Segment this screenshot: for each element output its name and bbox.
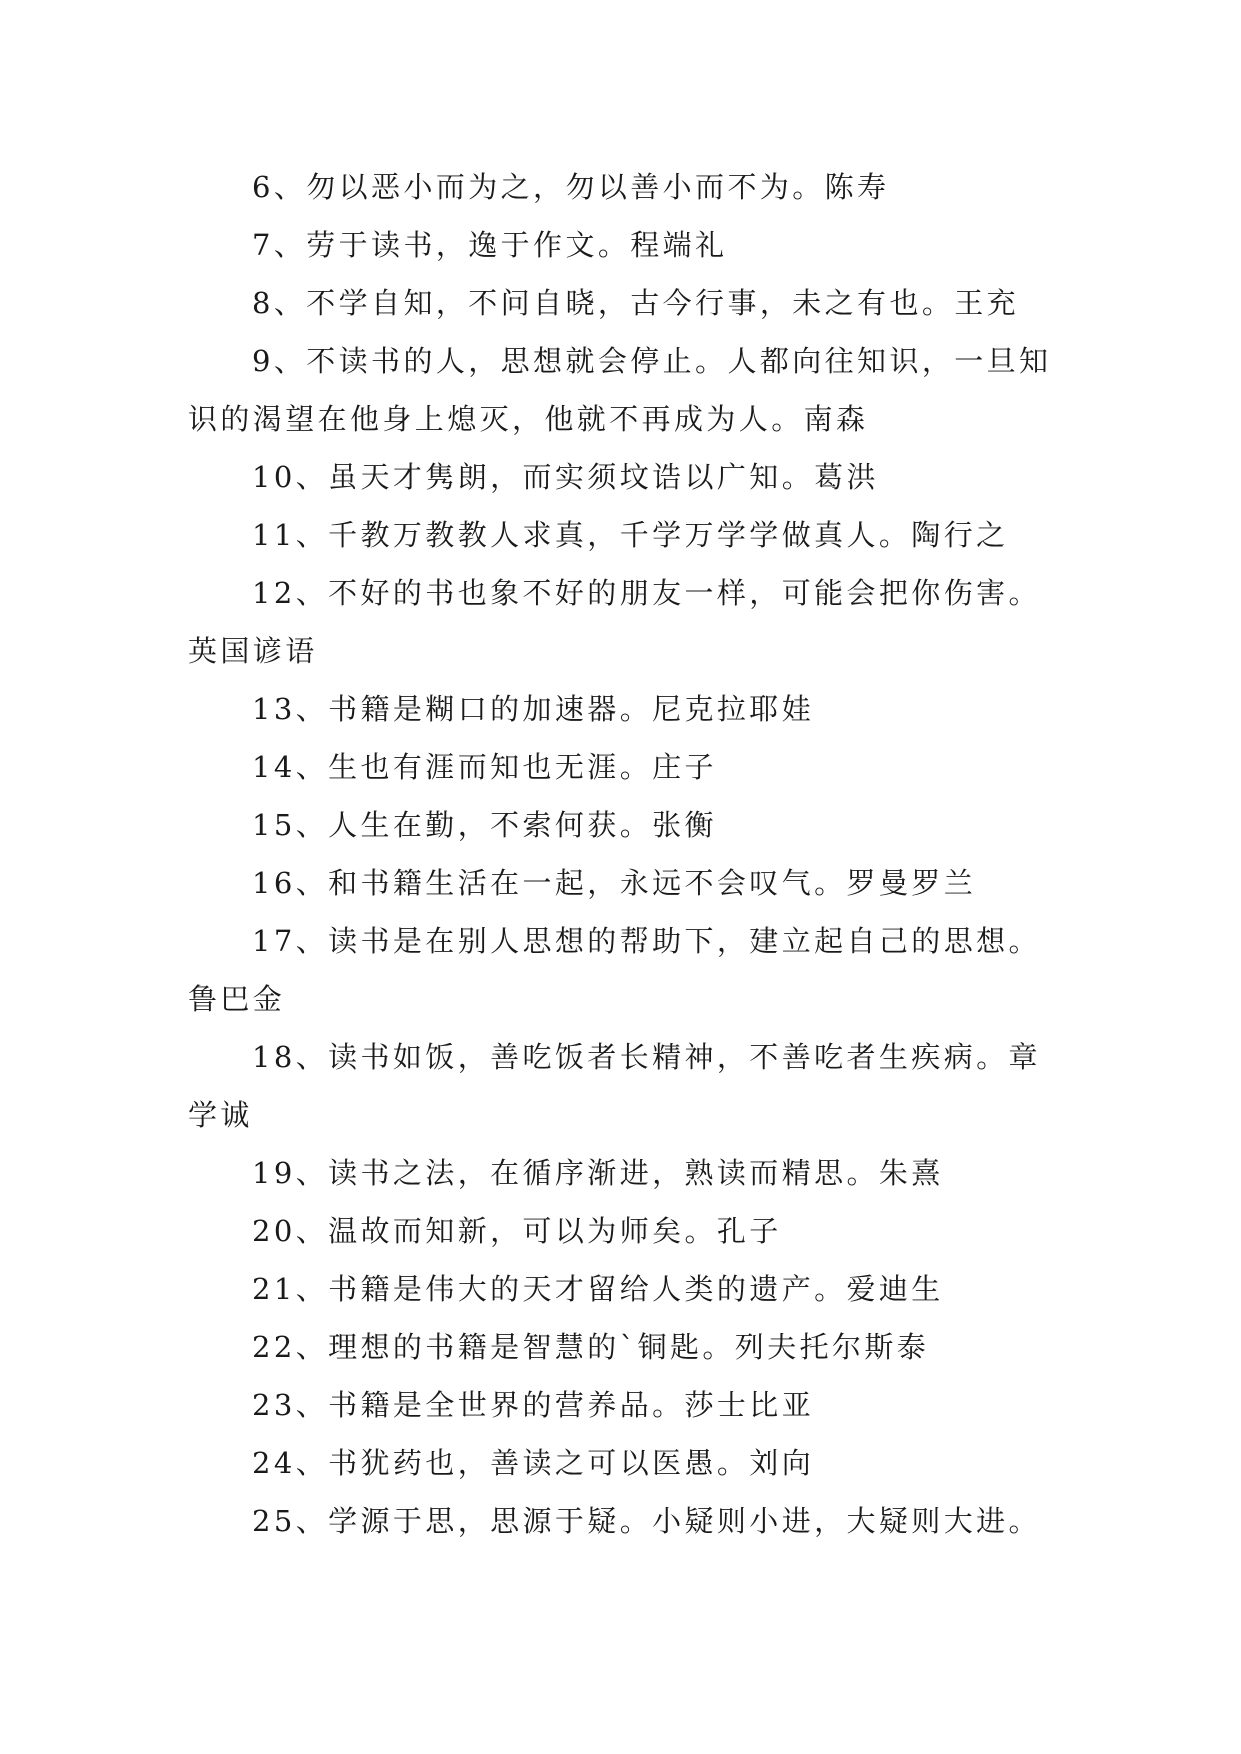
quote-paragraph: 11、千教万教教人求真，千学万学学做真人。陶行之 xyxy=(252,518,1009,552)
quote-paragraph: 6、勿以恶小而为之，勿以善小而不为。陈寿 xyxy=(252,170,890,204)
quote-paragraph: 14、生也有涯而知也无涯。庄子 xyxy=(252,750,717,784)
quote-paragraph: 21、书籍是伟大的天才留给人类的遗产。爱迪生 xyxy=(252,1272,944,1306)
quote-paragraph: 8、不学自知，不问自晓，古今行事，未之有也。王充 xyxy=(252,286,1020,320)
quote-paragraph: 12、不好的书也象不好的朋友一样，可能会把你伤害。英国谚语 xyxy=(188,576,1041,668)
quote-paragraph: 10、虽天才隽朗，而实须坟诰以广知。葛洪 xyxy=(252,460,879,494)
quote-paragraph: 24、书犹药也，善读之可以医愚。刘向 xyxy=(252,1446,815,1480)
quote-paragraph: 13、书籍是糊口的加速器。尼克拉耶娃 xyxy=(252,692,815,726)
quote-paragraph: 15、人生在勤，不索何获。张衡 xyxy=(252,808,717,842)
quote-paragraph: 9、不读书的人，思想就会停止。人都向往知识，一旦知识的渴望在他身上熄灭，他就不再成为人。南森 xyxy=(188,344,1052,436)
quote-list xyxy=(188,158,1068,1550)
quote-paragraph: 18、读书如饭，善吃饭者长精神，不善吃者生疾病。章学诚 xyxy=(188,1040,1041,1132)
quote-paragraph: 23、书籍是全世界的营养品。莎士比亚 xyxy=(252,1388,815,1422)
quote-paragraph: 20、温故而知新，可以为师矣。孔子 xyxy=(252,1214,782,1248)
quote-paragraph: 19、读书之法，在循序渐进，熟读而精思。朱熹 xyxy=(252,1156,944,1190)
quote-paragraph: 16、和书籍生活在一起，永远不会叹气。罗曼罗兰 xyxy=(252,866,977,900)
quote-paragraph: 17、读书是在别人思想的帮助下，建立起自己的思想。鲁巴金 xyxy=(188,924,1041,1016)
quote-paragraph: 22、理想的书籍是智慧的`铜匙。列夫托尔斯泰 xyxy=(252,1330,930,1364)
quote-paragraph: 7、劳于读书，逸于作文。程端礼 xyxy=(252,228,728,262)
quote-paragraph: 25、学源于思，思源于疑。小疑则小进，大疑则大进。 xyxy=(252,1504,1041,1538)
